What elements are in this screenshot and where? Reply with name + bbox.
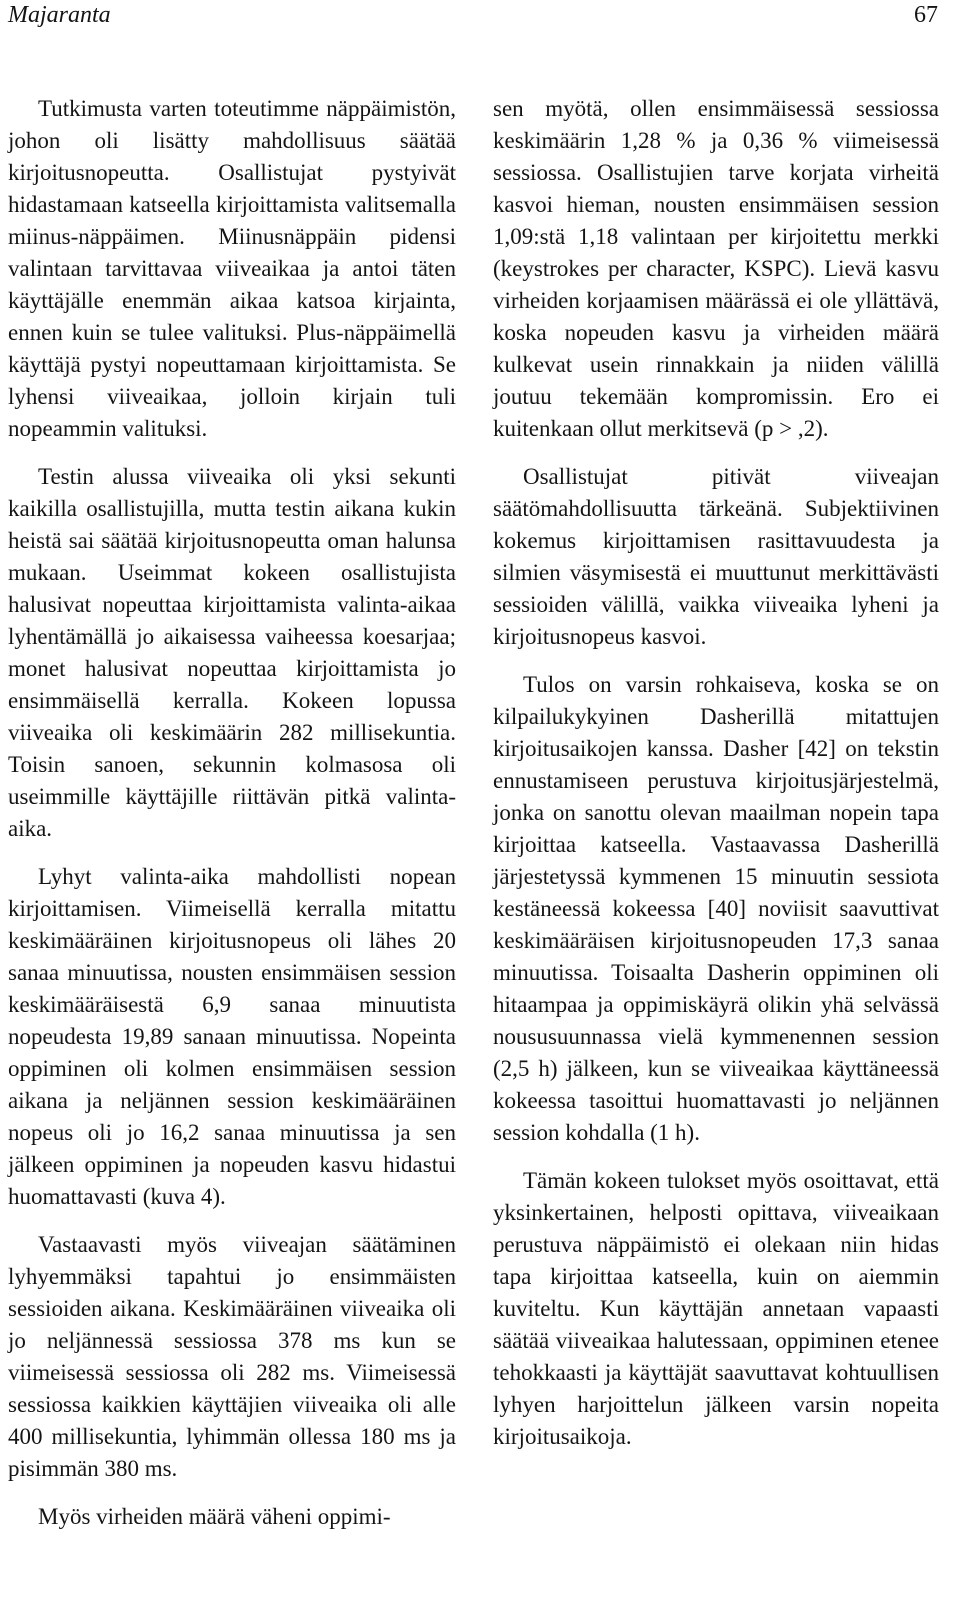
paragraph: Myös virheiden määrä väheni oppimi-: [38, 1504, 391, 1529]
running-header-author: Majaranta: [8, 2, 111, 28]
left-column: [8, 93, 456, 1549]
paragraph: Vastaavasti myös viiveajan säätäminen lyhyemmäksi tapahtui jo ensimmäisten sessioiden aikana. Keskimääräinen viiveaika oli jo neljännessä sessiossa 378 ms kun se viimeisessä sessiossa oli 282 ms. Viimeisessä sessiossa kaikkien käyttäjien viiveaika oli alle 400 millisekuntia, lyhimmän ollessa 180 ms ja pisimmän 380 ms.: [8, 1232, 456, 1481]
paragraph: Osallistujat pitivät viiveajan säätömahdollisuutta tärkeänä. Subjektiivinen kokemus kirjoittamisen rasittavuudesta ja silmien väsymisestä ei muuttunut merkittävästi sessioiden välillä, vaikka viiveaika lyheni ja kirjoitusnopeus kasvoi.: [493, 464, 939, 649]
right-column: [493, 93, 939, 1469]
paragraph: Testin alussa viiveaika oli yksi sekunti kaikilla osallistujilla, mutta testin aikana kukin heistä sai säätää kirjoitusnopeutta oman halunsa mukaan. Useimmat kokeen osallistujista halusivat nopeuttaa kirjoittamista valinta-aikaa lyhentämällä jo aikaisessa vaiheessa koesarjaa; monet halusivat nopeuttaa kirjoittamista jo ensimmäisellä kerralla. Kokeen lopussa viiveaika oli keskimäärin 282 millisekuntia. Toisin sanoen, sekunnin kolmasosa oli useimmille käyttäjille riittävän pitkä valinta-aika.: [8, 464, 456, 841]
page-number: 67: [914, 2, 938, 28]
paragraph: Tulos on varsin rohkaiseva, koska se on kilpailukykyinen Dasherillä mitattujen kirjoitusaikojen kanssa. Dasher [42] on tekstin ennustamiseen perustuva kirjoitusjärjestelmä, jonka on sanottu olevan maailman nopein tapa kirjoittaa katseella. Vastaavassa Dasherillä järjestetyssä kymmenen 15 minuutin sessiota kestäneessä kokeessa [40] noviisit saavuttivat keskimääräisen kirjoitusnopeuden 17,3 sanaa minuutissa. Toisaalta Dasherin oppiminen oli hitaampaa ja oppimiskäyrä olikin yhä selvässä noususuunnassa vielä kymmenennen session (2,5 h) jälkeen, kun se viiveaikaa käyttäneessä kokeessa tasoittui huomattavasti jo neljännen session kohdalla (1 h).: [493, 672, 939, 1145]
paragraph: Tutkimusta varten toteutimme näppäimistön, johon oli lisätty mahdollisuus säätää kirjoitusnopeutta. Osallistujat pystyivät hidastamaan katseella kirjoittamista valitsemalla miinus-näppäimen. Miinusnäppäin pidensi valintaan tarvittavaa viiveaikaa ja antoi täten käyttäjälle enemmän aikaa katsoa kirjainta, ennen kuin se tulee valituksi. Plus-näppäimellä käyttäjä pystyi nopeuttamaan kirjoittamista. Se lyhensi viiveaikaa, jolloin kirjain tuli nopeammin valituksi.: [8, 96, 456, 441]
paragraph: Tämän kokeen tulokset myös osoittavat, että yksinkertainen, helposti opittava, viiveaikaan perustuva näppäimistö ei olekaan niin hidas tapa kirjoittaa katseella, kuin on aiemmin kuviteltu. Kun käyttäjän annetaan vapaasti säätää viiveaikaa halutessaan, oppiminen etenee tehokkaasti ja käyttäjät saavuttavat kohtuullisen lyhyen harjoittelun jälkeen varsin nopeita kirjoitusaikoja.: [493, 1168, 939, 1449]
paragraph-continuation: sen myötä, ollen ensimmäisessä sessiossa keskimäärin 1,28 % ja 0,36 % viimeisessä sessiossa. Osallistujien tarve korjata virheitä kasvoi hieman, nousten ensimmäisen session 1,09:stä 1,18 valintaan per kirjoitettu merkki (keystrokes per character, KSPC). Lievä kasvu virheiden korjaamisen määrässä ei ole yllättävä, koska nopeuden kasvu ja virheiden määrä kulkevat usein rinnakkain ja niiden välillä joutuu tekemään kompromissin. Ero ei kuitenkaan ollut merkitsevä (p > ,2).: [493, 96, 939, 441]
paragraph: Lyhyt valinta-aika mahdollisti nopean kirjoittamisen. Viimeisellä kerralla mitattu keskimääräinen kirjoitusnopeus oli lähes 20 sanaa minuutissa, nousten ensimmäisen session keskimääräisestä 6,9 sanaa minuutista nopeudesta 19,89 sanaan minuutissa. Nopeinta oppiminen oli kolmen ensimmäisen session aikana ja neljännen session keskimääräinen nopeus oli jo 16,2 sanaa minuutissa ja sen jälkeen oppiminen ja nopeuden kasvu hidastui huomattavasti (kuva 4).: [8, 864, 456, 1209]
